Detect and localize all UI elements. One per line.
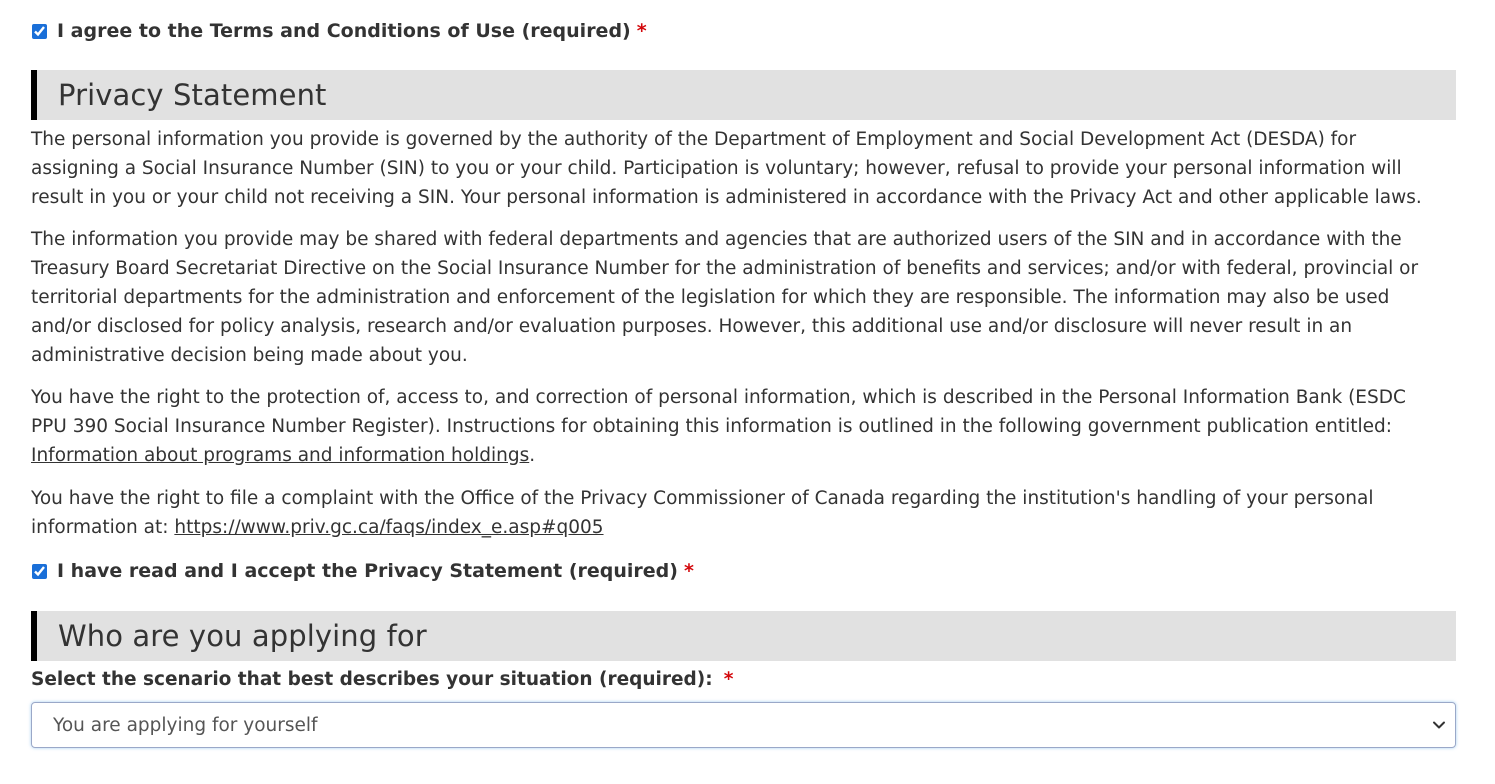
privacy-heading xyxy=(31,70,1456,120)
privacy-paragraph-4 xyxy=(31,485,1437,543)
privacy-accept-row xyxy=(31,560,694,582)
scenario-label-row xyxy=(31,669,733,690)
privacy-body xyxy=(31,126,1437,542)
privacy-paragraph-1: The personal information you provide is governed by the authority of the Department of Employment and Social Development Act (DESDA) for assigning a Social Insurance Number (SIN) to you or your child. Participation is voluntary; however, refusal to provide your personal information will result in you or your child not receiving a SIN. Your personal information is administered in accordance with the Privacy Act and other applicable laws. xyxy=(31,129,1422,208)
applying-heading-text: Who are you applying for xyxy=(58,619,427,653)
required-mark: * xyxy=(683,560,694,582)
terms-checkbox-row xyxy=(31,20,647,42)
scenario-select[interactable] xyxy=(31,702,1456,748)
privacy-paragraph-3 xyxy=(31,384,1437,470)
privacy-paragraph-2: The information you provide may be shared with federal departments and agencies that are authorized users of the SIN and in accordance with the Treasury Board Secretariat Directive on the Social Insurance Number for the administration of benefits and services; and/or with federal, provincial or territorial departments for the administration and enforcement of the legislation for which they are responsible. The information may also be used and/or disclosed for policy analysis, research and/or evaluation purposes. However, this additional use and/or disclosure will never result in an administrative decision being made about you. xyxy=(31,229,1419,366)
privacy-accept-checkbox[interactable] xyxy=(32,564,47,579)
privacy-paragraph-3-text: You have the right to the protection of, access to, and correction of personal information, which is described in the Personal Information Bank (ESDC PPU 390 Social Insurance Number Register). Instructions for obtaining this information is outlined in the following government publication entitled: xyxy=(31,387,1406,438)
privacy-heading-text: Privacy Statement xyxy=(58,78,327,112)
privacy-commissioner-link[interactable]: https://www.priv.gc.ca/faqs/index_e.asp#q005 xyxy=(174,516,604,538)
privacy-paragraph-4-text: You have the right to file a complaint with the Office of the Privacy Commissioner of Canada regarding the institution's handling of your personal information at: xyxy=(31,487,1374,538)
required-mark: * xyxy=(723,669,734,690)
chevron-down-icon xyxy=(1432,718,1446,732)
privacy-paragraph-3-end: . xyxy=(529,444,536,466)
scenario-label: Select the scenario that best describes your situation (required): xyxy=(31,669,713,690)
info-holdings-link[interactable]: Information about programs and information holdings xyxy=(31,444,530,466)
required-mark: * xyxy=(636,20,647,42)
applying-heading xyxy=(31,611,1456,661)
terms-checkbox[interactable] xyxy=(32,24,47,39)
privacy-accept-label[interactable]: I have read and I accept the Privacy Statement (required) xyxy=(57,560,678,582)
scenario-select-value: You are applying for yourself xyxy=(53,714,318,736)
terms-label[interactable]: I agree to the Terms and Conditions of Use (required) xyxy=(57,20,631,42)
